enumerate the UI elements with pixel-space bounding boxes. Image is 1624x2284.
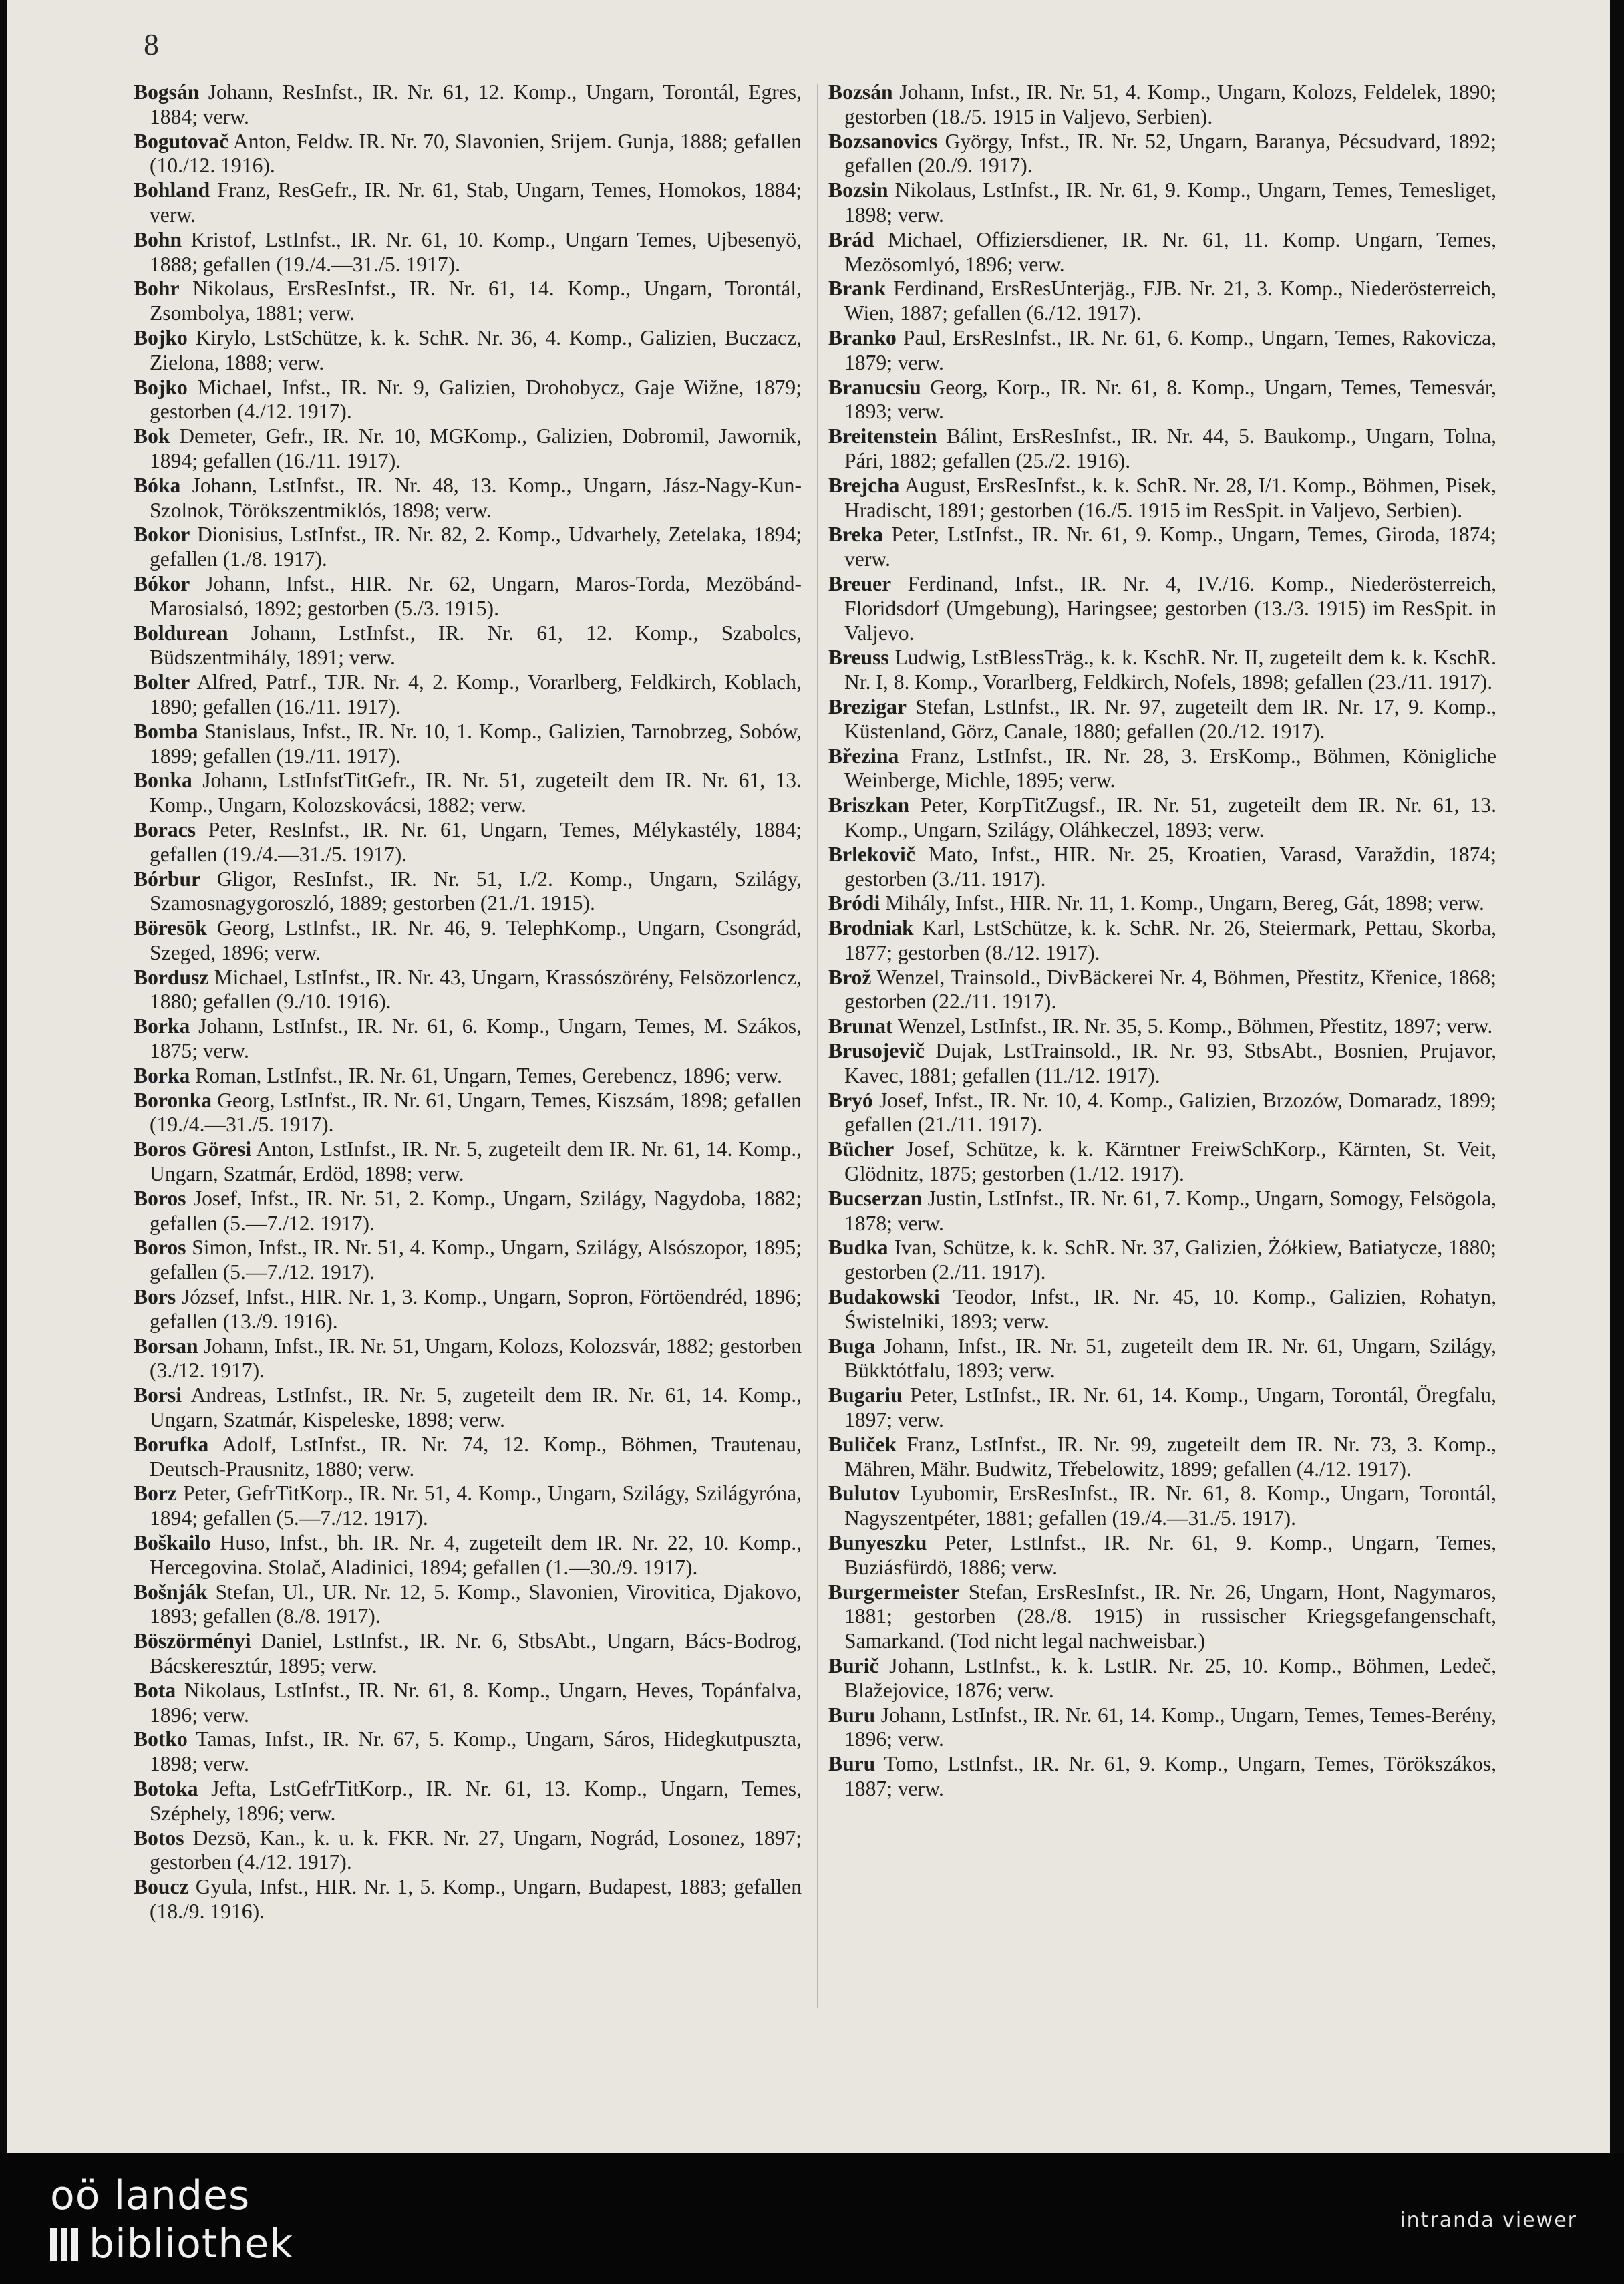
entry-details: Ivan, Schütze, k. k. SchR. Nr. 37, Galizien, Żółkiew, Batiatycze, 1880; gestorben (2./11. 1917).	[844, 1236, 1496, 1284]
entry-surname: Boros	[134, 1186, 186, 1210]
entry-surname: Bota	[134, 1678, 176, 1702]
register-entry	[828, 80, 1496, 130]
entry-surname: Bošnják	[134, 1580, 208, 1604]
entry-details: Demeter, Gefr., IR. Nr. 10, MGKomp., Galizien, Dobromil, Jawornik, 1894; gefallen (16./11. 1917).	[150, 424, 802, 472]
entry-surname: Botos	[134, 1826, 184, 1850]
entry-details: Peter, ResInfst., IR. Nr. 61, Ungarn, Temes, Mélykastély, 1884; gefallen (19./4.—31./5. 1917).	[150, 817, 802, 866]
register-entry	[134, 1236, 802, 1285]
entry-details: Stanislaus, Infst., IR. Nr. 10, 1. Komp., Galizien, Tarnobrzeg, Sobów, 1899; gefallen (19./11. 1917).	[150, 719, 802, 768]
register-entry	[828, 1089, 1496, 1138]
register-entry	[828, 1039, 1496, 1089]
logo-line-2	[50, 2220, 293, 2272]
entry-details: Gyula, Infst., HIR. Nr. 1, 5. Komp., Ungarn, Budapest, 1883; gefallen (18./9. 1916).	[150, 1875, 802, 1923]
entry-details: Stefan, ErsResInfst., IR. Nr. 26, Ungarn, Hont, Nagymaros, 1881; gestorben (28./8. 1915) in russischer Kriegsgefangenschaft, Samarkand. (Tod nicht legal nachweisbar.)	[844, 1580, 1496, 1653]
register-entry	[828, 1703, 1496, 1753]
register-entry	[828, 523, 1496, 572]
entry-details: Tomo, LstInfst., IR. Nr. 61, 9. Komp., Ungarn, Temes, Törökszákos, 1887; verw.	[844, 1752, 1496, 1800]
entry-surname: Bücher	[828, 1137, 895, 1161]
column-divider	[817, 84, 818, 2008]
entry-surname: Bókor	[134, 571, 190, 595]
register-entry	[828, 1383, 1496, 1433]
entry-surname: Botko	[134, 1727, 188, 1751]
entry-details: Michael, Offiziersdiener, IR. Nr. 61, 11. Komp. Ungarn, Temes, Mezösomlyó, 1896; verw.	[844, 227, 1496, 276]
register-entry	[828, 1654, 1496, 1703]
entry-details: Ferdinand, Infst., IR. Nr. 4, IV./16. Komp., Niederösterreich, Floridsdorf (Umgebung), Haringsee; gestorben (13./3. 1915) im ResSpit. in Valjevo.	[844, 571, 1496, 645]
entry-details: Peter, KorpTitZugsf., IR. Nr. 51, zugeteilt dem IR. Nr. 61, 13. Komp., Ungarn, Szilágy, Oláhkeczel, 1893; verw.	[844, 793, 1496, 841]
entry-surname: Bonka	[134, 768, 192, 793]
entry-surname: Bozsanovics	[828, 129, 938, 153]
register-entry	[828, 916, 1496, 966]
entry-surname: Budka	[828, 1236, 888, 1260]
register-entry	[134, 818, 802, 867]
entry-surname: Bokor	[134, 523, 190, 547]
entry-surname: Brunat	[828, 1014, 893, 1038]
entry-surname: Branucsiu	[828, 375, 921, 399]
entry-surname: Boros Göresi	[134, 1137, 252, 1161]
entry-details: Jefta, LstGefrTitKorp., IR. Nr. 61, 13. Komp., Ungarn, Temes, Széphely, 1896; verw.	[150, 1776, 802, 1825]
entry-surname: Bucserzan	[828, 1186, 923, 1210]
entry-surname: Buru	[828, 1703, 876, 1727]
entry-surname: Bogsán	[134, 80, 200, 104]
register-entry	[828, 1580, 1496, 1654]
entry-surname: Bohn	[134, 227, 182, 251]
entry-surname: Brezigar	[828, 694, 907, 718]
entry-details: Georg, LstInfst., IR. Nr. 46, 9. TelephKomp., Ungarn, Csongrád, Szeged, 1896; verw.	[150, 916, 802, 964]
entry-surname: Bórbur	[134, 867, 201, 891]
entry-details: Josef, Infst., IR. Nr. 10, 4. Komp., Galizien, Brzozów, Domaradz, 1899; gefallen (21./11. 1917).	[844, 1088, 1496, 1137]
entry-details: Johann, LstInfst., k. k. LstIR. Nr. 25, 10. Komp., Böhmen, Ledeč, Blažejovice, 1876; verw.	[844, 1654, 1496, 1702]
register-entry	[134, 1679, 802, 1728]
register-entry	[134, 1433, 802, 1482]
entry-surname: Brank	[828, 277, 886, 301]
entry-surname: Breka	[828, 523, 883, 547]
register-entry	[134, 966, 802, 1015]
register-entry	[828, 1752, 1496, 1802]
entry-surname: Burič	[828, 1654, 879, 1677]
entry-details: Simon, Infst., IR. Nr. 51, 4. Komp., Ungarn, Szilágy, Alsószopor, 1895; gefallen (5.—7./12. 1917).	[150, 1236, 802, 1284]
register-entry	[828, 793, 1496, 843]
register-entry	[828, 744, 1496, 794]
entry-details: Wenzel, LstInfst., IR. Nr. 35, 5. Komp., Böhmen, Přestitz, 1897; verw.	[892, 1014, 1493, 1038]
register-entry	[828, 1236, 1496, 1285]
register-entry	[134, 768, 802, 818]
entry-details: Johann, LstInfstTitGefr., IR. Nr. 51, zugeteilt dem IR. Nr. 61, 13. Komp., Ungarn, Kolozskovácsi, 1882; verw.	[150, 768, 802, 817]
entry-details: Tamas, Infst., IR. Nr. 67, 5. Komp., Ungarn, Sáros, Hidegkutpuszta, 1898; verw.	[150, 1727, 802, 1776]
entry-details: Dujak, LstTrainsold., IR. Nr. 93, StbsAbt., Bosnien, Prujavor, Kavec, 1881; gefallen (11./12. 1917).	[844, 1039, 1496, 1087]
entry-details: Justin, LstInfst., IR. Nr. 61, 7. Komp., Ungarn, Somogy, Felsögola, 1878; verw.	[844, 1186, 1496, 1235]
entry-details: Johann, LstInfst., IR. Nr. 48, 13. Komp., Ungarn, Jász-Nagy-Kun-Szolnok, Törökszentmiklós, 1898; verw.	[150, 473, 802, 522]
entry-details: Anton, Feldw. IR. Nr. 70, Slavonien, Srijem. Gunja, 1888; gefallen (10./12. 1916).	[150, 129, 802, 178]
entry-surname: Brlekovič	[828, 842, 915, 866]
library-logo[interactable]	[50, 2172, 293, 2272]
register-entry	[134, 178, 802, 228]
register-entry	[828, 277, 1496, 326]
entry-details: Dionisius, LstInfst., IR. Nr. 82, 2. Komp., Udvarhely, Zetelaka, 1894; gefallen (1./8. 1917).	[150, 523, 802, 571]
entry-surname: Boškailo	[134, 1531, 211, 1555]
entry-details: Johann, Infst., IR. Nr. 51, Ungarn, Kolozs, Kolozsvár, 1882; gestorben (3./12. 1917).	[150, 1334, 802, 1383]
entry-surname: Boracs	[134, 817, 196, 841]
entry-details: Kirylo, LstSchütze, k. k. SchR. Nr. 36, 4. Komp., Galizien, Buczacz, Zielona, 1888; verw.	[150, 325, 802, 374]
register-entry	[134, 277, 802, 326]
entry-surname: Bors	[134, 1285, 176, 1309]
register-entry	[828, 1285, 1496, 1334]
entry-details: Teodor, Infst., IR. Nr. 45, 10. Komp., Galizien, Rohatyn, Świstelniki, 1893; verw.	[844, 1285, 1496, 1333]
viewer-label: intranda viewer	[1400, 2208, 1577, 2232]
entry-surname: Breitenstein	[828, 424, 937, 448]
entry-surname: Budakowski	[828, 1285, 940, 1309]
entry-surname: Bródi	[828, 891, 880, 915]
entry-surname: Breuss	[828, 646, 889, 670]
entry-surname: Borka	[134, 1063, 190, 1087]
entry-details: Huso, Infst., bh. IR. Nr. 4, zugeteilt dem IR. Nr. 22, 10. Komp., Hercegovina. Stolač, Aladinici, 1894; gefallen (1.—30./9. 1917).	[150, 1531, 802, 1579]
entry-details: Anton, LstInfst., IR. Nr. 5, zugeteilt dem IR. Nr. 61, 14. Komp., Ungarn, Szatmár, Erdöd, 1898; verw.	[150, 1137, 802, 1186]
entry-details: Peter, LstInfst., IR. Nr. 61, 9. Komp., Ungarn, Temes, Giroda, 1874; verw.	[844, 523, 1496, 571]
entry-surname: Bohr	[134, 277, 180, 301]
entry-surname: Bóka	[134, 473, 181, 497]
entry-details: József, Infst., HIR. Nr. 1, 3. Komp., Ungarn, Sopron, Förtöendréd, 1896; gefallen (13./9. 1916).	[150, 1285, 802, 1333]
register-entry	[828, 130, 1496, 179]
register-entry	[134, 720, 802, 769]
entry-surname: Bok	[134, 424, 170, 448]
entry-details: Peter, LstInfst., IR. Nr. 61, 14. Komp., Ungarn, Torontál, Öregfalu, 1897; verw.	[844, 1383, 1496, 1432]
entry-details: Dezsö, Kan., k. u. k. FKR. Nr. 27, Ungarn, Nográd, Losonez, 1897; gestorben (4./12. 1917).	[150, 1826, 802, 1874]
register-entry	[828, 1334, 1496, 1384]
entry-surname: Branko	[828, 325, 897, 349]
entry-surname: Brád	[828, 227, 874, 251]
entry-surname: Bozsán	[828, 80, 893, 104]
entry-details: Johann, ResInfst., IR. Nr. 61, 12. Komp., Ungarn, Torontál, Egres, 1884; verw.	[150, 80, 802, 128]
register-entry	[134, 1334, 802, 1384]
entry-details: Andreas, LstInfst., IR. Nr. 5, zugeteilt dem IR. Nr. 61, 14. Komp., Ungarn, Szatmár, Kispeleske, 1898; verw.	[150, 1383, 802, 1432]
entry-surname: Brodniak	[828, 916, 914, 940]
register-entry	[134, 1187, 802, 1236]
entry-details: Paul, ErsResInfst., IR. Nr. 61, 6. Komp., Ungarn, Temes, Rakovicza, 1879; verw.	[844, 325, 1496, 374]
entry-details: Adolf, LstInfst., IR. Nr. 74, 12. Komp., Böhmen, Trautenau, Deutsch-Prausnitz, 1880; verw.	[150, 1432, 802, 1481]
entry-surname: Boros	[134, 1236, 186, 1260]
register-entry	[134, 1137, 802, 1187]
entry-surname: Borufka	[134, 1432, 209, 1456]
register-entry	[134, 1629, 802, 1679]
register-entry	[134, 867, 802, 917]
entry-surname: Bordusz	[134, 965, 209, 989]
entry-surname: Borsan	[134, 1334, 198, 1358]
register-entry	[134, 1089, 802, 1138]
entry-surname: Březina	[828, 744, 899, 768]
register-entry	[828, 1137, 1496, 1187]
entry-surname: Bugariu	[828, 1383, 903, 1407]
register-entry	[134, 424, 802, 474]
register-entry	[134, 228, 802, 277]
register-entry	[828, 474, 1496, 523]
register-entry	[828, 1187, 1496, 1236]
entry-surname: Böszörményi	[134, 1629, 251, 1653]
entry-details: Wenzel, Trainsold., DivBäckerei Nr. 4, Böhmen, Přestitz, Křenice, 1868; gestorben (22./11. 1917).	[844, 965, 1496, 1014]
entry-details: Georg, LstInfst., IR. Nr. 61, Ungarn, Temes, Kiszsám, 1898; gefallen (19./4.—31./5. 1917).	[150, 1088, 802, 1137]
entry-details: Bálint, ErsResInfst., IR. Nr. 44, 5. Baukomp., Ungarn, Tolna, Pári, 1882; gefallen (25./2. 1916).	[844, 424, 1496, 472]
register-entry	[134, 1727, 802, 1777]
register-entry	[828, 1531, 1496, 1580]
register-entry	[134, 1014, 802, 1064]
entry-details: Karl, LstSchütze, k. k. SchR. Nr. 26, Steiermark, Pettau, Skorba, 1877; gestorben (8./12. 1917).	[844, 916, 1496, 964]
entry-details: Johann, Infst., IR. Nr. 51, 4. Komp., Ungarn, Kolozs, Feldelek, 1890; gestorben (18./5. 1915 in Valjevo, Serbien).	[844, 80, 1496, 128]
register-entry	[828, 376, 1496, 425]
register-entry	[828, 424, 1496, 474]
logo-line-1: oö landes	[50, 2172, 251, 2219]
entry-surname: Bryó	[828, 1088, 873, 1112]
entry-details: Josef, Infst., IR. Nr. 51, 2. Komp., Ungarn, Szilágy, Nagydoba, 1882; gefallen (5.—7./12. 1917).	[150, 1186, 802, 1235]
register-entry	[828, 1481, 1496, 1531]
entry-surname: Bulutov	[828, 1481, 901, 1506]
entry-details: Nikolaus, LstInfst., IR. Nr. 61, 8. Komp., Ungarn, Heves, Topánfalva, 1896; verw.	[150, 1678, 802, 1727]
entry-details: Johann, Infst., IR. Nr. 51, zugeteilt dem IR. Nr. 61, Ungarn, Szilágy, Bükktótfalu, 1893; verw.	[844, 1334, 1496, 1383]
entry-surname: Borz	[134, 1481, 177, 1506]
register-entry	[828, 572, 1496, 646]
entry-details: Ferdinand, ErsResUnterjäg., FJB. Nr. 21, 3. Komp., Niederösterreich, Wien, 1887; gefallen (6./12. 1917).	[844, 277, 1496, 325]
register-entry	[828, 178, 1496, 228]
register-entry	[828, 891, 1496, 916]
register-entry	[134, 1875, 802, 1924]
entry-details: Franz, LstInfst., IR. Nr. 99, zugeteilt dem IR. Nr. 73, 3. Komp., Mähren, Mähr. Budwitz, Třebelowitz, 1899; gefallen (4./12. 1917).	[844, 1432, 1496, 1481]
entry-details: Peter, LstInfst., IR. Nr. 61, 9. Komp., Ungarn, Temes, Buziásfürdö, 1886; verw.	[844, 1531, 1496, 1579]
entry-surname: Bogutovač	[134, 129, 229, 153]
register-entry	[134, 916, 802, 966]
entry-details: Johann, LstInfst., IR. Nr. 61, 14. Komp., Ungarn, Temes, Temes-Berény, 1896; verw.	[844, 1703, 1496, 1751]
register-entry	[134, 1580, 802, 1630]
entry-details: Gligor, ResInfst., IR. Nr. 51, I./2. Komp., Ungarn, Szilágy, Szamosnagygoroszló, 1889; gestorben (21./1. 1915).	[150, 867, 802, 915]
register-entry	[828, 695, 1496, 744]
entry-details: Mihály, Infst., HIR. Nr. 11, 1. Komp., Ungarn, Bereg, Gát, 1898; verw.	[880, 891, 1484, 915]
entry-details: Ludwig, LstBlessTräg., k. k. KschR. Nr. II, zugeteilt dem k. k. KschR. Nr. I, 8. Komp., Vorarlberg, Feldkirch, Nofels, 1898; gefallen (23./11. 1917).	[844, 646, 1496, 694]
register-entry	[134, 621, 802, 671]
register-entry	[134, 1531, 802, 1580]
entry-surname: Borka	[134, 1014, 190, 1038]
entry-surname: Breuer	[828, 571, 892, 595]
register-entry	[828, 1433, 1496, 1482]
entry-surname: Bomba	[134, 719, 198, 743]
entry-surname: Bojko	[134, 375, 188, 399]
entry-surname: Burgermeister	[828, 1580, 960, 1604]
register-entry	[134, 130, 802, 179]
register-entry	[134, 1064, 802, 1089]
left-column	[134, 80, 802, 1924]
logo-bars-icon	[50, 2224, 82, 2272]
entry-details: Nikolaus, LstInfst., IR. Nr. 61, 9. Komp., Ungarn, Temes, Temesliget, 1898; verw.	[844, 178, 1496, 227]
register-entry	[828, 646, 1496, 695]
entry-surname: Borsi	[134, 1383, 182, 1407]
entry-details: György, Infst., IR. Nr. 52, Ungarn, Baranya, Pécsudvard, 1892; gefallen (20./9. 1917).	[844, 129, 1496, 178]
entry-details: Franz, LstInfst., IR. Nr. 28, 3. ErsKomp., Böhmen, Königliche Weinberge, Michle, 1895; verw.	[844, 744, 1496, 793]
entry-details: Josef, Schütze, k. k. Kärntner FreiwSchKorp., Kärnten, St. Veit, Glödnitz, 1875; gestorben (1./12. 1917).	[844, 1137, 1496, 1186]
entry-details: Alfred, Patrf., TJR. Nr. 4, 2. Komp., Vorarlberg, Feldkirch, Koblach, 1890; gefallen (16./11. 1917).	[150, 670, 802, 718]
register-entry	[134, 376, 802, 425]
register-entry	[134, 1826, 802, 1876]
register-entry	[134, 670, 802, 720]
entry-surname: Bolter	[134, 670, 190, 694]
entry-details: Johann, LstInfst., IR. Nr. 61, 6. Komp., Ungarn, Temes, M. Szákos, 1875; verw.	[150, 1014, 802, 1063]
entry-surname: Brejcha	[828, 473, 900, 497]
entry-surname: Buliček	[828, 1432, 897, 1456]
register-entry	[134, 80, 802, 130]
entry-details: Lyubomir, ErsResInfst., IR. Nr. 61, 8. Komp., Ungarn, Torontál, Nagyszentpéter, 1881; gefallen (19./4.—31./5. 1917).	[844, 1481, 1496, 1530]
entry-details: Georg, Korp., IR. Nr. 61, 8. Komp., Ungarn, Temes, Temesvár, 1893; verw.	[844, 375, 1496, 424]
register-entry	[134, 1481, 802, 1531]
entry-surname: Boldurean	[134, 621, 228, 645]
entry-details: Johann, Infst., HIR. Nr. 62, Ungarn, Maros-Torda, Mezöbánd-Marosialsó, 1892; gestorben (5./3. 1915).	[150, 571, 802, 620]
entry-surname: Buga	[828, 1334, 876, 1358]
entry-details: Mato, Infst., HIR. Nr. 25, Kroatien, Varasd, Varaždin, 1874; gestorben (3./11. 1917).	[844, 842, 1496, 891]
register-entry	[134, 1383, 802, 1433]
entry-details: Kristof, LstInfst., IR. Nr. 61, 10. Komp., Ungarn Temes, Ujbesenyö, 1888; gefallen (19./4.—31./5. 1917).	[150, 227, 802, 276]
entry-details: Franz, ResGefr., IR. Nr. 61, Stab, Ungarn, Temes, Homokos, 1884; verw.	[150, 178, 802, 227]
entry-surname: Boronka	[134, 1088, 212, 1112]
entry-surname: Bohland	[134, 178, 210, 202]
entry-details: Michael, LstInfst., IR. Nr. 43, Ungarn, Krassószörény, Felsözorlencz, 1880; gefallen (9./10. 1916).	[150, 965, 802, 1014]
entry-surname: Briszkan	[828, 793, 910, 817]
register-entry	[828, 966, 1496, 1015]
entry-surname: Brusojevič	[828, 1039, 925, 1063]
logo-line-2-text: bibliothek	[89, 2221, 294, 2267]
entry-details: Stefan, LstInfst., IR. Nr. 97, zugeteilt dem IR. Nr. 17, 9. Komp., Küstenland, Görz, Canale, 1880; gefallen (20./12. 1917).	[844, 694, 1496, 743]
entry-surname: Bozsin	[828, 178, 888, 202]
register-entry	[134, 523, 802, 572]
entry-surname: Botoka	[134, 1776, 198, 1800]
entry-surname: Buru	[828, 1752, 876, 1776]
entry-surname: Böresök	[134, 916, 208, 940]
register-entry	[828, 326, 1496, 376]
register-entry	[134, 1777, 802, 1826]
entry-details: Daniel, LstInfst., IR. Nr. 6, StbsAbt., Ungarn, Bács-Bodrog, Bácskeresztúr, 1895; verw.	[150, 1629, 802, 1677]
entry-details: Stefan, Ul., UR. Nr. 12, 5. Komp., Slavonien, Virovitica, Djakovo, 1893; gefallen (8./8. 1917).	[150, 1580, 802, 1628]
register-entry	[828, 228, 1496, 277]
entry-details: Nikolaus, ErsResInfst., IR. Nr. 61, 14. Komp., Ungarn, Torontál, Zsombolya, 1881; verw.	[150, 277, 802, 325]
entry-surname: Boucz	[134, 1875, 189, 1899]
register-entry	[828, 1014, 1496, 1039]
entry-surname: Brož	[828, 965, 872, 989]
right-column	[828, 80, 1496, 1802]
scanned-page	[7, 0, 1610, 2153]
entry-details: Johann, LstInfst., IR. Nr. 61, 12. Komp., Szabolcs, Büdszentmihály, 1891; verw.	[150, 621, 802, 670]
entry-surname: Bunyeszku	[828, 1531, 927, 1555]
register-entry	[134, 572, 802, 621]
entry-surname: Bojko	[134, 325, 188, 349]
entry-details: August, ErsResInfst., k. k. SchR. Nr. 28, I/1. Komp., Böhmen, Pisek, Hradischt, 1891; gestorben (16./5. 1915 im ResSpit. in Valjevo, Serbien).	[844, 473, 1496, 522]
register-entry	[828, 843, 1496, 892]
register-entry	[134, 474, 802, 523]
entry-details: Peter, GefrTitKorp., IR. Nr. 51, 4. Komp., Ungarn, Szilágy, Szilágyróna, 1894; gefallen (5.—7./12. 1917).	[150, 1481, 802, 1530]
register-entry	[134, 326, 802, 376]
page-number: 8	[144, 27, 159, 61]
entry-details: Roman, LstInfst., IR. Nr. 61, Ungarn, Temes, Gerebencz, 1896; verw.	[190, 1063, 782, 1087]
register-entry	[134, 1285, 802, 1334]
entry-details: Michael, Infst., IR. Nr. 9, Galizien, Drohobycz, Gaje Wižne, 1879; gestorben (4./12. 1917).	[150, 375, 802, 424]
